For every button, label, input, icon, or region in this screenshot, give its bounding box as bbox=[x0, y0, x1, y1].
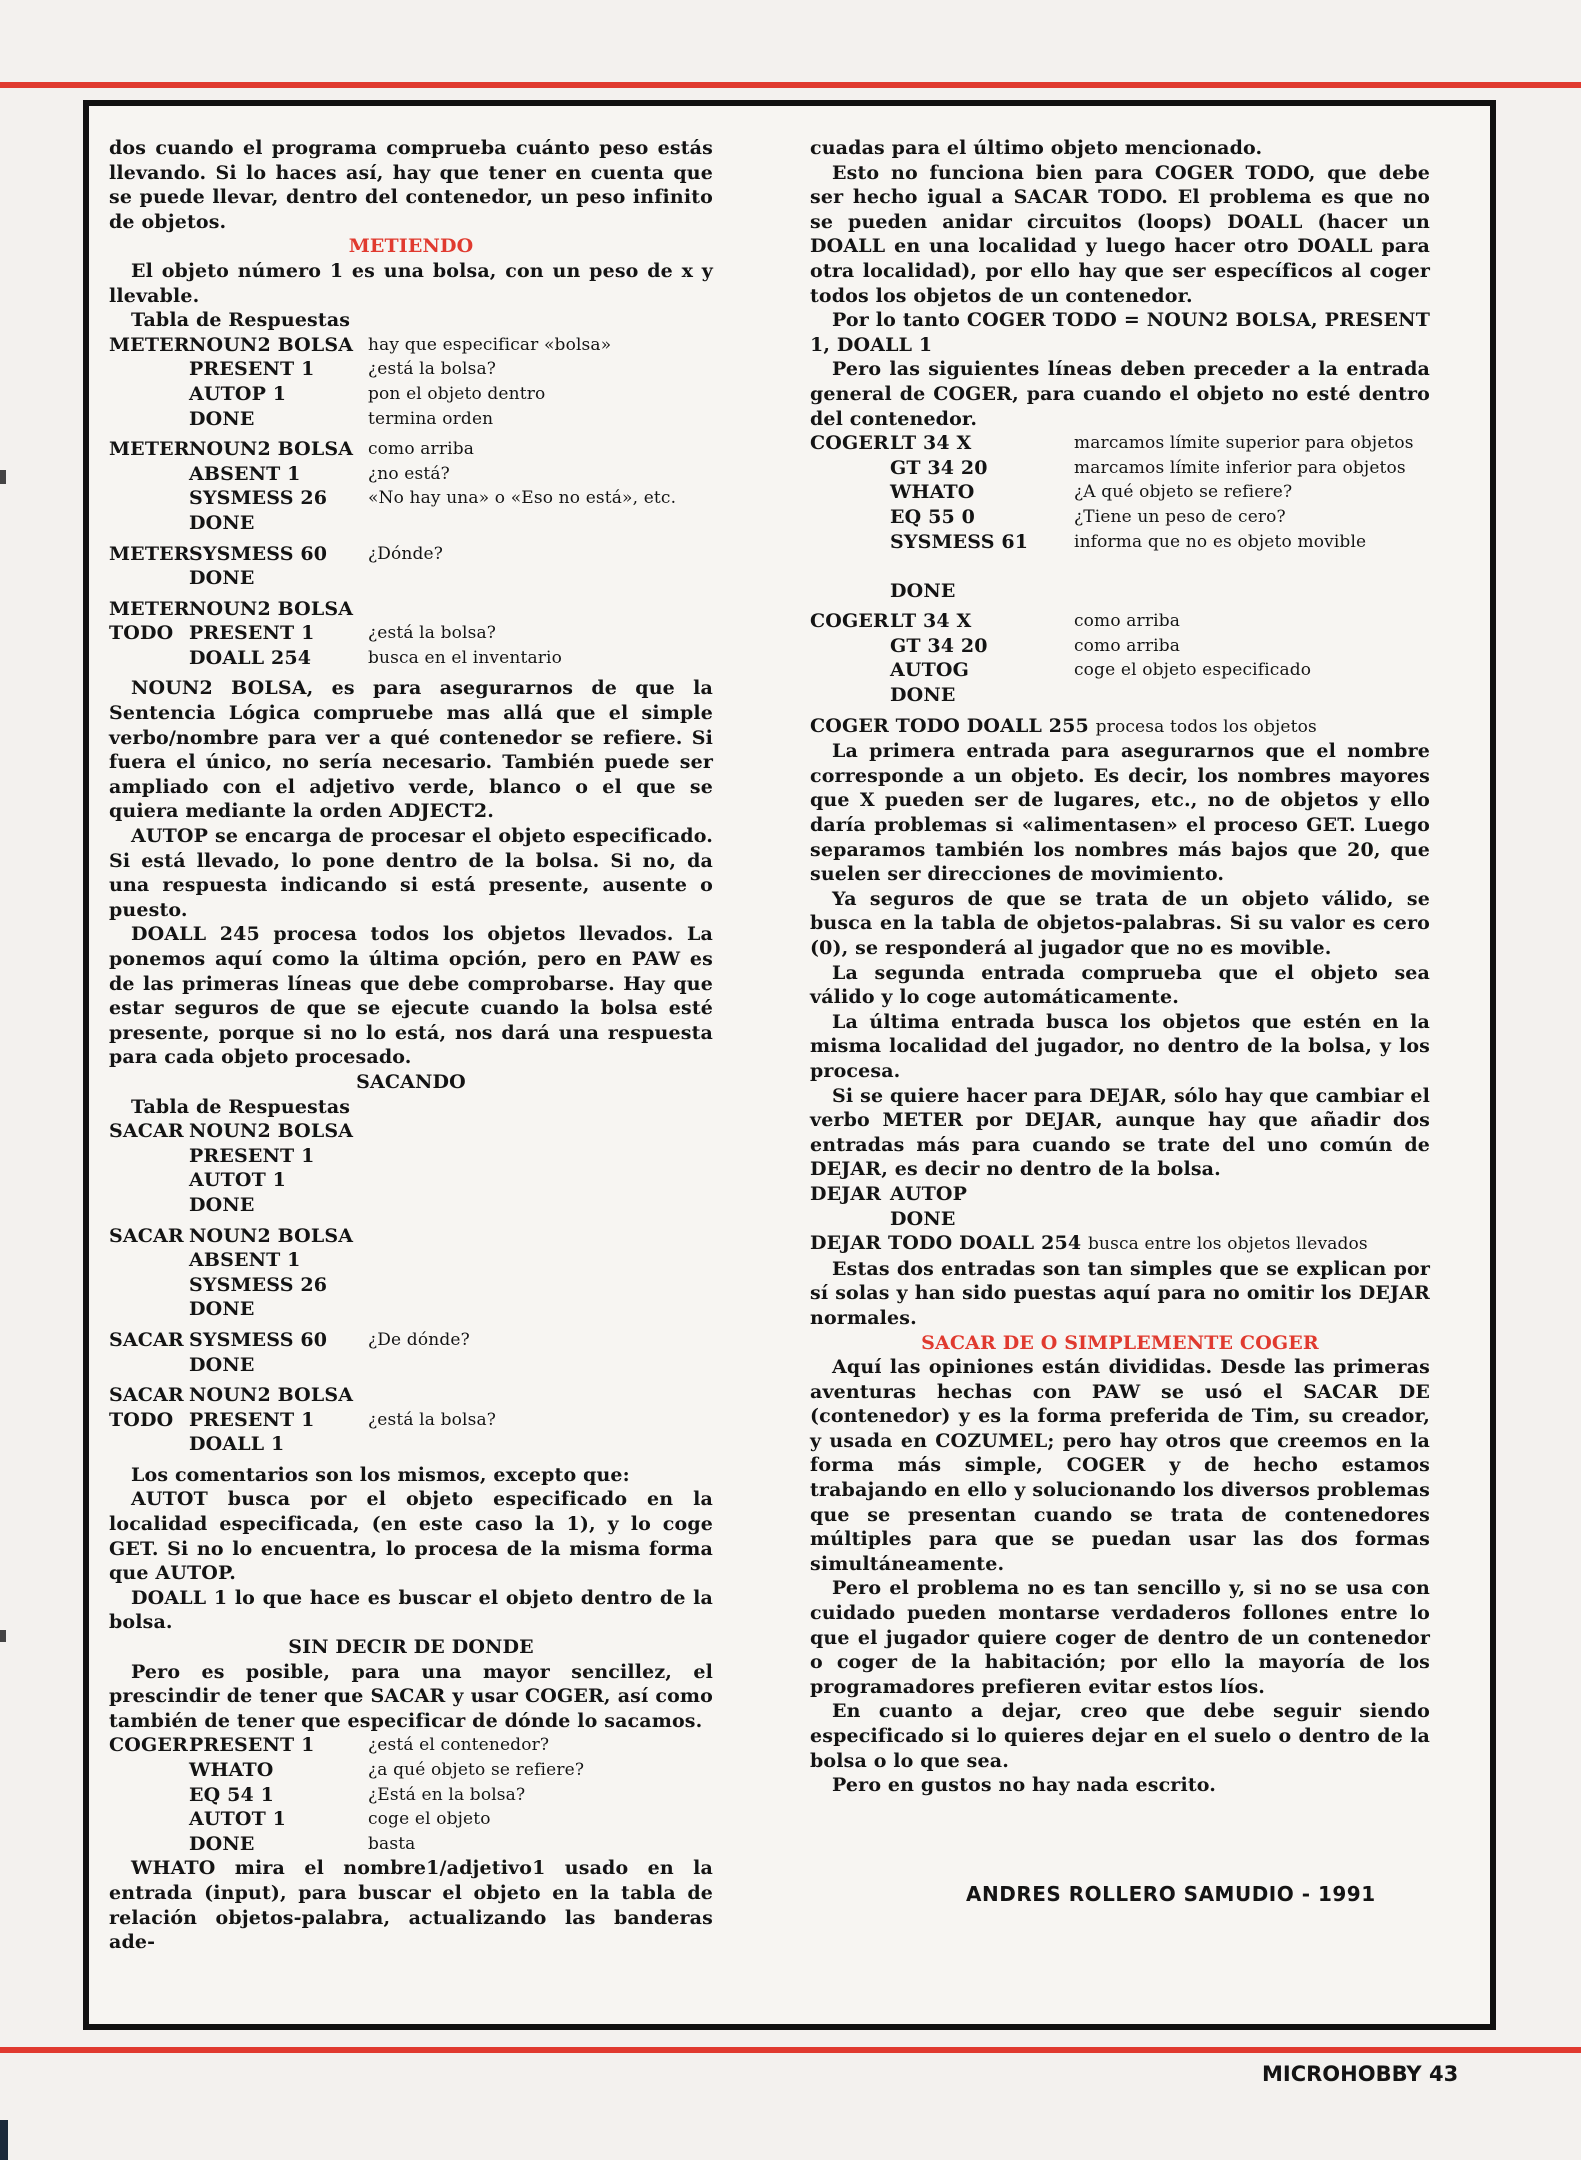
code-row bbox=[810, 480, 1430, 505]
code-verb bbox=[109, 646, 189, 671]
code-verb bbox=[109, 486, 189, 511]
code-row bbox=[810, 456, 1430, 481]
page-footer: MICROHOBBY 43 bbox=[1262, 2062, 1459, 2086]
code-verb bbox=[109, 1353, 189, 1378]
code-verb: COGER bbox=[810, 610, 889, 633]
paragraph: Esto no funciona bien para COGER TODO, que debe ser hecho igual a SACAR TODO. El problema es que no se pueden anidar circuitos (loops) DOALL (hacer un DOALL en una localidad y luego hacer otro DOALL para otra localidad), por ello hay que ser específicos al coger todos los objetos de un contenedor. bbox=[810, 161, 1430, 307]
code-row bbox=[109, 1432, 713, 1457]
code-row bbox=[109, 1273, 713, 1298]
code-row bbox=[109, 646, 713, 671]
code-group bbox=[109, 437, 713, 535]
code-verb bbox=[109, 1832, 189, 1857]
code-row bbox=[109, 1408, 713, 1433]
code-row bbox=[109, 382, 713, 407]
code-comment bbox=[368, 1224, 713, 1249]
code-verb: SACAR bbox=[109, 1120, 184, 1143]
code-condact: AUTOP bbox=[890, 1182, 968, 1205]
code-row bbox=[109, 357, 713, 382]
code-row bbox=[109, 1144, 713, 1169]
code-comment: marcamos límite inferior para objetos bbox=[1074, 457, 1406, 478]
code-row bbox=[109, 462, 713, 487]
code-comment bbox=[1074, 683, 1430, 708]
response-table-coger bbox=[109, 1733, 713, 1856]
code-row bbox=[109, 437, 713, 462]
code-row bbox=[109, 1353, 713, 1378]
code-verb: METER bbox=[109, 333, 190, 356]
code-condact: DOALL 254 bbox=[189, 646, 312, 669]
code-verb bbox=[109, 1807, 189, 1832]
table-title: Tabla de Respuestas bbox=[131, 309, 351, 332]
code-verb: TODO bbox=[109, 1408, 174, 1431]
code-condact: AUTOP 1 bbox=[189, 382, 287, 405]
code-comment: busca en el inventario bbox=[368, 647, 562, 668]
top-red-rule bbox=[0, 82, 1581, 88]
paragraph: Pero el problema no es tan sencillo y, si no se usa con cuidado pueden montarse verdaderos follones entre lo que el jugador quiere coger de dentro de un contenedor o coger de la habitación; por ello la mayoría de los programadores prefieren evitar estos líos. bbox=[810, 1577, 1430, 1698]
code-condact: PRESENT 1 bbox=[189, 1144, 315, 1167]
code-verb: COGER bbox=[109, 1734, 188, 1757]
code-comment: marcamos límite superior para objetos bbox=[1074, 433, 1414, 454]
code-comment bbox=[368, 597, 713, 622]
code-condact: LT 34 X bbox=[890, 610, 972, 633]
paragraph: NOUN2 BOLSA, es para asegurarnos de que la Sentencia Lógica compruebe mas allá que el simple verbo/nombre para ver a qué contenedor se refiere. Si fuera el único, no sería necesario. También puede ser ampliado con el adjetivo verde, blanco o el que se quiera mediante la orden ADJECT2. bbox=[109, 677, 713, 823]
code-comment: coge el objeto especificado bbox=[1074, 660, 1312, 681]
author-signature: ANDRES ROLLERO SAMUDIO - 1991 bbox=[966, 1882, 1376, 1906]
code-condact: DONE bbox=[890, 1207, 956, 1230]
code-condact: NOUN2 BOLSA bbox=[189, 438, 354, 461]
code-condact: PRESENT 1 bbox=[189, 622, 315, 645]
response-table-dejar bbox=[810, 1182, 1430, 1231]
heading-sin-decir: SIN DECIR DE DONDE bbox=[288, 1636, 534, 1659]
response-table-coger-limites bbox=[810, 431, 1430, 708]
code-comment bbox=[368, 1273, 713, 1298]
code-verb bbox=[109, 1783, 189, 1808]
code-comment: como arriba bbox=[1074, 635, 1181, 656]
code-verb: METER bbox=[109, 542, 190, 565]
code-row bbox=[109, 407, 713, 432]
heading-sacando: SACANDO bbox=[356, 1070, 466, 1093]
code-row bbox=[810, 683, 1430, 708]
code-verb: METER bbox=[109, 597, 190, 620]
code-row bbox=[109, 1168, 713, 1193]
code-row bbox=[109, 486, 713, 511]
code-row bbox=[109, 1248, 713, 1273]
code-row bbox=[109, 621, 713, 646]
code-condact: NOUN2 BOLSA bbox=[189, 333, 354, 356]
code-row bbox=[109, 1832, 713, 1857]
code-verb bbox=[109, 462, 189, 487]
code-verb bbox=[109, 1248, 189, 1273]
code-condact: AUTOT 1 bbox=[189, 1808, 287, 1831]
edge-mark bbox=[0, 2120, 8, 2160]
code-comment: ¿está la bolsa? bbox=[368, 623, 497, 644]
article-frame bbox=[83, 100, 1496, 2030]
paragraph: Por lo tanto COGER TODO = NOUN2 BOLSA, PRESENT 1, DOALL 1 bbox=[810, 309, 1430, 356]
code-group bbox=[109, 542, 713, 591]
code-verb: METER bbox=[109, 438, 190, 461]
code-group bbox=[109, 1328, 713, 1377]
code-row bbox=[109, 597, 713, 622]
code-comment: pon el objeto dentro bbox=[368, 383, 546, 404]
code-command: COGER TODO DOALL 255 bbox=[810, 714, 1089, 737]
code-comment bbox=[368, 1119, 713, 1144]
code-row bbox=[109, 1383, 713, 1408]
code-comment bbox=[368, 1248, 713, 1273]
paragraph: AUTOP se encarga de procesar el objeto especificado. Si está llevado, lo pone dentro de la bolsa. Si no, da una respuesta indicando si está presente, ausente o puesto. bbox=[109, 825, 713, 921]
code-condact: SYSMESS 60 bbox=[189, 542, 328, 565]
code-condact: DONE bbox=[189, 1193, 255, 1216]
code-group bbox=[109, 1224, 713, 1322]
code-condact: NOUN2 BOLSA bbox=[189, 597, 354, 620]
code-verb bbox=[810, 530, 890, 555]
code-comment: ¿De dónde? bbox=[368, 1329, 470, 1350]
code-condact: SYSMESS 61 bbox=[890, 530, 1029, 553]
code-comment bbox=[1074, 554, 1430, 579]
paragraph: Aquí las opiniones están divididas. Desde las primeras aventuras hechas con PAW se usó el SACAR DE (contenedor) y es la forma preferida de Tim, su creador, y usada en COZUMEL; pero hay otros que creemos en la forma más simple, COGER y de hecho estamos trabajando en ello y solucionando los diversos problemas que se presentan cuando se trata de contenedores múltiples para que se puedan usar las dos formas simultáneamente. bbox=[810, 1356, 1430, 1575]
code-row bbox=[109, 333, 713, 358]
code-verb: TODO bbox=[109, 622, 174, 645]
code-verb bbox=[810, 683, 890, 708]
code-row bbox=[810, 1182, 1430, 1207]
paragraph: Ya seguros de que se trata de un objeto válido, se busca en la tabla de objetos-palabras. Si su valor es cero (0), se responderá al jugador que no es movible. bbox=[810, 887, 1430, 959]
response-table-sacar bbox=[109, 1119, 713, 1457]
code-comment bbox=[368, 1432, 713, 1457]
code-verb bbox=[109, 1168, 189, 1193]
code-comment: ¿Dónde? bbox=[368, 543, 444, 564]
code-condact: AUTOG bbox=[890, 659, 969, 682]
code-comment: ¿A qué objeto se refiere? bbox=[1074, 482, 1293, 503]
code-line-dejar-todo bbox=[810, 1231, 1430, 1257]
code-comment bbox=[368, 1297, 713, 1322]
paragraph: Pero es posible, para una mayor sencillez, el prescindir de tener que SACAR y usar COGER, así como también de tener que especificar de dónde lo sacamos. bbox=[109, 1660, 713, 1732]
code-condact: DOALL 1 bbox=[189, 1433, 285, 1456]
code-verb bbox=[109, 1432, 189, 1457]
paragraph: El objeto número 1 es una bolsa, con un peso de x y llevable. bbox=[109, 259, 713, 307]
code-row bbox=[109, 1297, 713, 1322]
right-column bbox=[810, 136, 1430, 1798]
code-row bbox=[109, 1807, 713, 1832]
code-comment: como arriba bbox=[368, 439, 475, 460]
paragraph: WHATO mira el nombre1/adjetivo1 usado en la entrada (input), para buscar el objeto en la tabla de relación objetos-palabra, actualizando las banderas ade- bbox=[109, 1857, 713, 1954]
code-condact: DONE bbox=[890, 579, 956, 602]
code-group bbox=[810, 431, 1430, 603]
paragraph: Los comentarios son los mismos, excepto que: bbox=[131, 1463, 630, 1486]
code-condact: ABSENT 1 bbox=[189, 1249, 301, 1272]
code-comment bbox=[368, 1193, 713, 1218]
code-row bbox=[109, 1758, 713, 1783]
code-comment: busca entre los objetos llevados bbox=[1087, 1234, 1368, 1255]
code-row bbox=[810, 579, 1430, 604]
code-row bbox=[810, 431, 1430, 456]
code-comment: ¿Está en la bolsa? bbox=[368, 1784, 526, 1805]
code-condact: AUTOT 1 bbox=[189, 1169, 287, 1192]
paragraph: Si se quiere hacer para DEJAR, sólo hay que cambiar el verbo METER por DEJAR, aunque hay que añadir dos entradas más para cuando se trate del uno común de DEJAR, es decir no dentro de la bolsa. bbox=[810, 1084, 1430, 1181]
code-row bbox=[810, 634, 1430, 659]
code-comment: ¿está la bolsa? bbox=[368, 359, 497, 380]
paragraph: La última entrada busca los objetos que estén en la misma localidad del jugador, no dentro de la bolsa, y los procesa. bbox=[810, 1010, 1430, 1082]
code-comment: ¿Tiene un peso de cero? bbox=[1074, 506, 1286, 527]
code-row bbox=[109, 566, 713, 591]
code-row bbox=[109, 1783, 713, 1808]
paragraph: Estas dos entradas son tan simples que se explican por sí solas y han sido puestas aquí para no omitir los DEJAR normales. bbox=[810, 1257, 1430, 1329]
paragraph: La primera entrada para asegurarnos que el nombre corresponde a un objeto. Es decir, los nombres mayores que X pueden ser de lugares, etc., no de objetos y ello daría problemas si «alimentasen» el proceso GET. Luego separamos también los nombres más bajos que 20, que suelen ser direcciones de movimiento. bbox=[810, 740, 1430, 886]
code-command: DEJAR TODO DOALL 254 bbox=[810, 1232, 1082, 1255]
code-comment bbox=[368, 1383, 713, 1408]
code-condact: PRESENT 1 bbox=[189, 1408, 315, 1431]
code-condact: ABSENT 1 bbox=[189, 462, 301, 485]
edge-mark bbox=[0, 1630, 6, 1642]
left-column bbox=[109, 136, 713, 1955]
code-verb bbox=[810, 634, 890, 659]
code-line-coger-todo bbox=[810, 714, 1430, 740]
code-verb: SACAR bbox=[109, 1224, 184, 1247]
code-verb bbox=[810, 579, 890, 604]
code-row bbox=[109, 1224, 713, 1249]
code-verb bbox=[109, 566, 189, 591]
code-condact: EQ 54 1 bbox=[189, 1783, 274, 1806]
code-condact: DONE bbox=[189, 1832, 255, 1855]
code-comment bbox=[368, 511, 713, 536]
code-verb bbox=[810, 456, 890, 481]
code-condact: DONE bbox=[189, 407, 255, 430]
code-row bbox=[109, 1733, 713, 1758]
code-verb bbox=[109, 1193, 189, 1218]
code-verb bbox=[109, 382, 189, 407]
code-comment: ¿está la bolsa? bbox=[368, 1409, 497, 1430]
code-comment bbox=[368, 1144, 713, 1169]
code-verb bbox=[810, 658, 890, 683]
edge-mark bbox=[0, 470, 6, 484]
code-row bbox=[810, 658, 1430, 683]
code-condact bbox=[890, 554, 1074, 579]
code-comment: «No hay una» o «Eso no está», etc. bbox=[368, 488, 677, 509]
paragraph: DOALL 245 procesa todos los objetos llevados. La ponemos aquí como la última opción, pero en PAW es de las primeras líneas que debe comprobarse. Hay que estar seguros de que se ejecute cuando la bolsa esté presente, porque si no lo está, nos dará una respuesta para cada objeto procesado. bbox=[109, 923, 713, 1069]
code-verb bbox=[109, 407, 189, 432]
code-condact: DONE bbox=[189, 1298, 255, 1321]
code-condact: GT 34 20 bbox=[890, 456, 988, 479]
code-comment: ¿a qué objeto se refiere? bbox=[368, 1760, 585, 1780]
code-condact: NOUN2 BOLSA bbox=[189, 1384, 354, 1407]
code-comment: ¿no está? bbox=[368, 463, 450, 484]
heading-metiendo: METIENDO bbox=[348, 235, 474, 258]
code-verb bbox=[109, 1758, 189, 1783]
paragraph: AUTOT busca por el objeto especificado en la localidad especificada, (en este caso la 1), y lo coge GET. Si no lo encuentra, lo procesa de la misma forma que AUTOP. bbox=[109, 1488, 713, 1585]
code-row bbox=[810, 505, 1430, 530]
code-condact: DONE bbox=[189, 511, 255, 534]
code-comment: ¿está el contenedor? bbox=[368, 1735, 550, 1756]
code-condact: NOUN2 BOLSA bbox=[189, 1120, 354, 1143]
code-verb bbox=[109, 1144, 189, 1169]
code-row bbox=[109, 542, 713, 567]
code-verb bbox=[810, 480, 890, 505]
code-group bbox=[109, 333, 713, 431]
code-row bbox=[810, 609, 1430, 634]
code-verb: DEJAR bbox=[810, 1182, 882, 1205]
code-comment: hay que especificar «bolsa» bbox=[368, 334, 612, 355]
code-row bbox=[109, 1193, 713, 1218]
code-verb bbox=[109, 1273, 189, 1298]
code-condact: NOUN2 BOLSA bbox=[189, 1224, 354, 1247]
code-comment: como arriba bbox=[1074, 611, 1181, 632]
code-condact: WHATO bbox=[890, 481, 975, 504]
code-verb: COGER bbox=[810, 432, 889, 455]
code-group bbox=[109, 1119, 713, 1217]
code-condact: PRESENT 1 bbox=[189, 1734, 315, 1757]
paragraph: La segunda entrada comprueba que el objeto sea válido y lo coge automáticamente. bbox=[810, 961, 1430, 1009]
code-comment: informa que no es objeto movible bbox=[1074, 531, 1367, 552]
code-comment: coge el objeto bbox=[368, 1809, 491, 1830]
code-verb bbox=[810, 1207, 890, 1232]
code-group bbox=[810, 609, 1430, 707]
code-verb: SACAR bbox=[109, 1328, 184, 1351]
code-condact: WHATO bbox=[189, 1759, 274, 1781]
code-verb bbox=[810, 554, 890, 579]
code-comment bbox=[1074, 579, 1430, 604]
code-condact: DONE bbox=[189, 567, 255, 590]
paragraph: En cuanto a dejar, creo que debe seguir siendo especificado si lo quieres dejar en el suelo o dentro de la bolsa o lo que sea. bbox=[810, 1700, 1430, 1772]
code-condact: LT 34 X bbox=[890, 432, 972, 455]
code-condact: PRESENT 1 bbox=[189, 358, 315, 381]
bottom-red-rule bbox=[0, 2047, 1581, 2053]
code-row bbox=[109, 1119, 713, 1144]
paragraph: Pero las siguientes líneas deben preceder a la entrada general de COGER, para cuando el objeto no esté dentro del contenedor. bbox=[810, 358, 1430, 430]
table-title: Tabla de Respuestas bbox=[131, 1095, 351, 1118]
response-table-meter bbox=[109, 333, 713, 671]
code-row bbox=[810, 1207, 1430, 1232]
code-row bbox=[109, 511, 713, 536]
code-verb bbox=[109, 1297, 189, 1322]
code-verb bbox=[109, 357, 189, 382]
code-row bbox=[810, 554, 1430, 579]
code-row bbox=[109, 1328, 713, 1353]
code-condact: SYSMESS 26 bbox=[189, 487, 328, 510]
code-row bbox=[810, 530, 1430, 555]
paragraph: dos cuando el programa comprueba cuánto peso estás llevando. Si lo haces así, hay que tener en cuenta que se puede llevar, dentro del contenedor, un peso infinito de objetos. bbox=[109, 137, 713, 233]
code-condact: SYSMESS 60 bbox=[189, 1328, 328, 1351]
code-verb bbox=[109, 511, 189, 536]
code-comment: termina orden bbox=[368, 408, 494, 429]
code-comment: basta bbox=[368, 1833, 416, 1854]
code-comment: procesa todos los objetos bbox=[1095, 716, 1317, 737]
heading-sacar-de: SACAR DE O SIMPLEMENTE COGER bbox=[921, 1331, 1319, 1354]
code-condact: GT 34 20 bbox=[890, 634, 988, 657]
code-group bbox=[109, 597, 713, 671]
code-comment bbox=[368, 1168, 713, 1193]
code-comment bbox=[368, 1353, 713, 1378]
code-condact: DONE bbox=[189, 1353, 255, 1376]
code-comment bbox=[368, 566, 713, 591]
code-verb: SACAR bbox=[109, 1384, 184, 1407]
code-group bbox=[109, 1383, 713, 1457]
code-condact: EQ 55 0 bbox=[890, 505, 975, 528]
code-condact: SYSMESS 26 bbox=[189, 1273, 328, 1296]
code-condact: DONE bbox=[890, 684, 956, 707]
paragraph: Pero en gustos no hay nada escrito. bbox=[832, 1774, 1217, 1797]
code-verb bbox=[810, 505, 890, 530]
paragraph: cuadas para el último objeto mencionado. bbox=[810, 137, 1263, 159]
paragraph: DOALL 1 lo que hace es buscar el objeto dentro de la bolsa. bbox=[109, 1586, 713, 1634]
